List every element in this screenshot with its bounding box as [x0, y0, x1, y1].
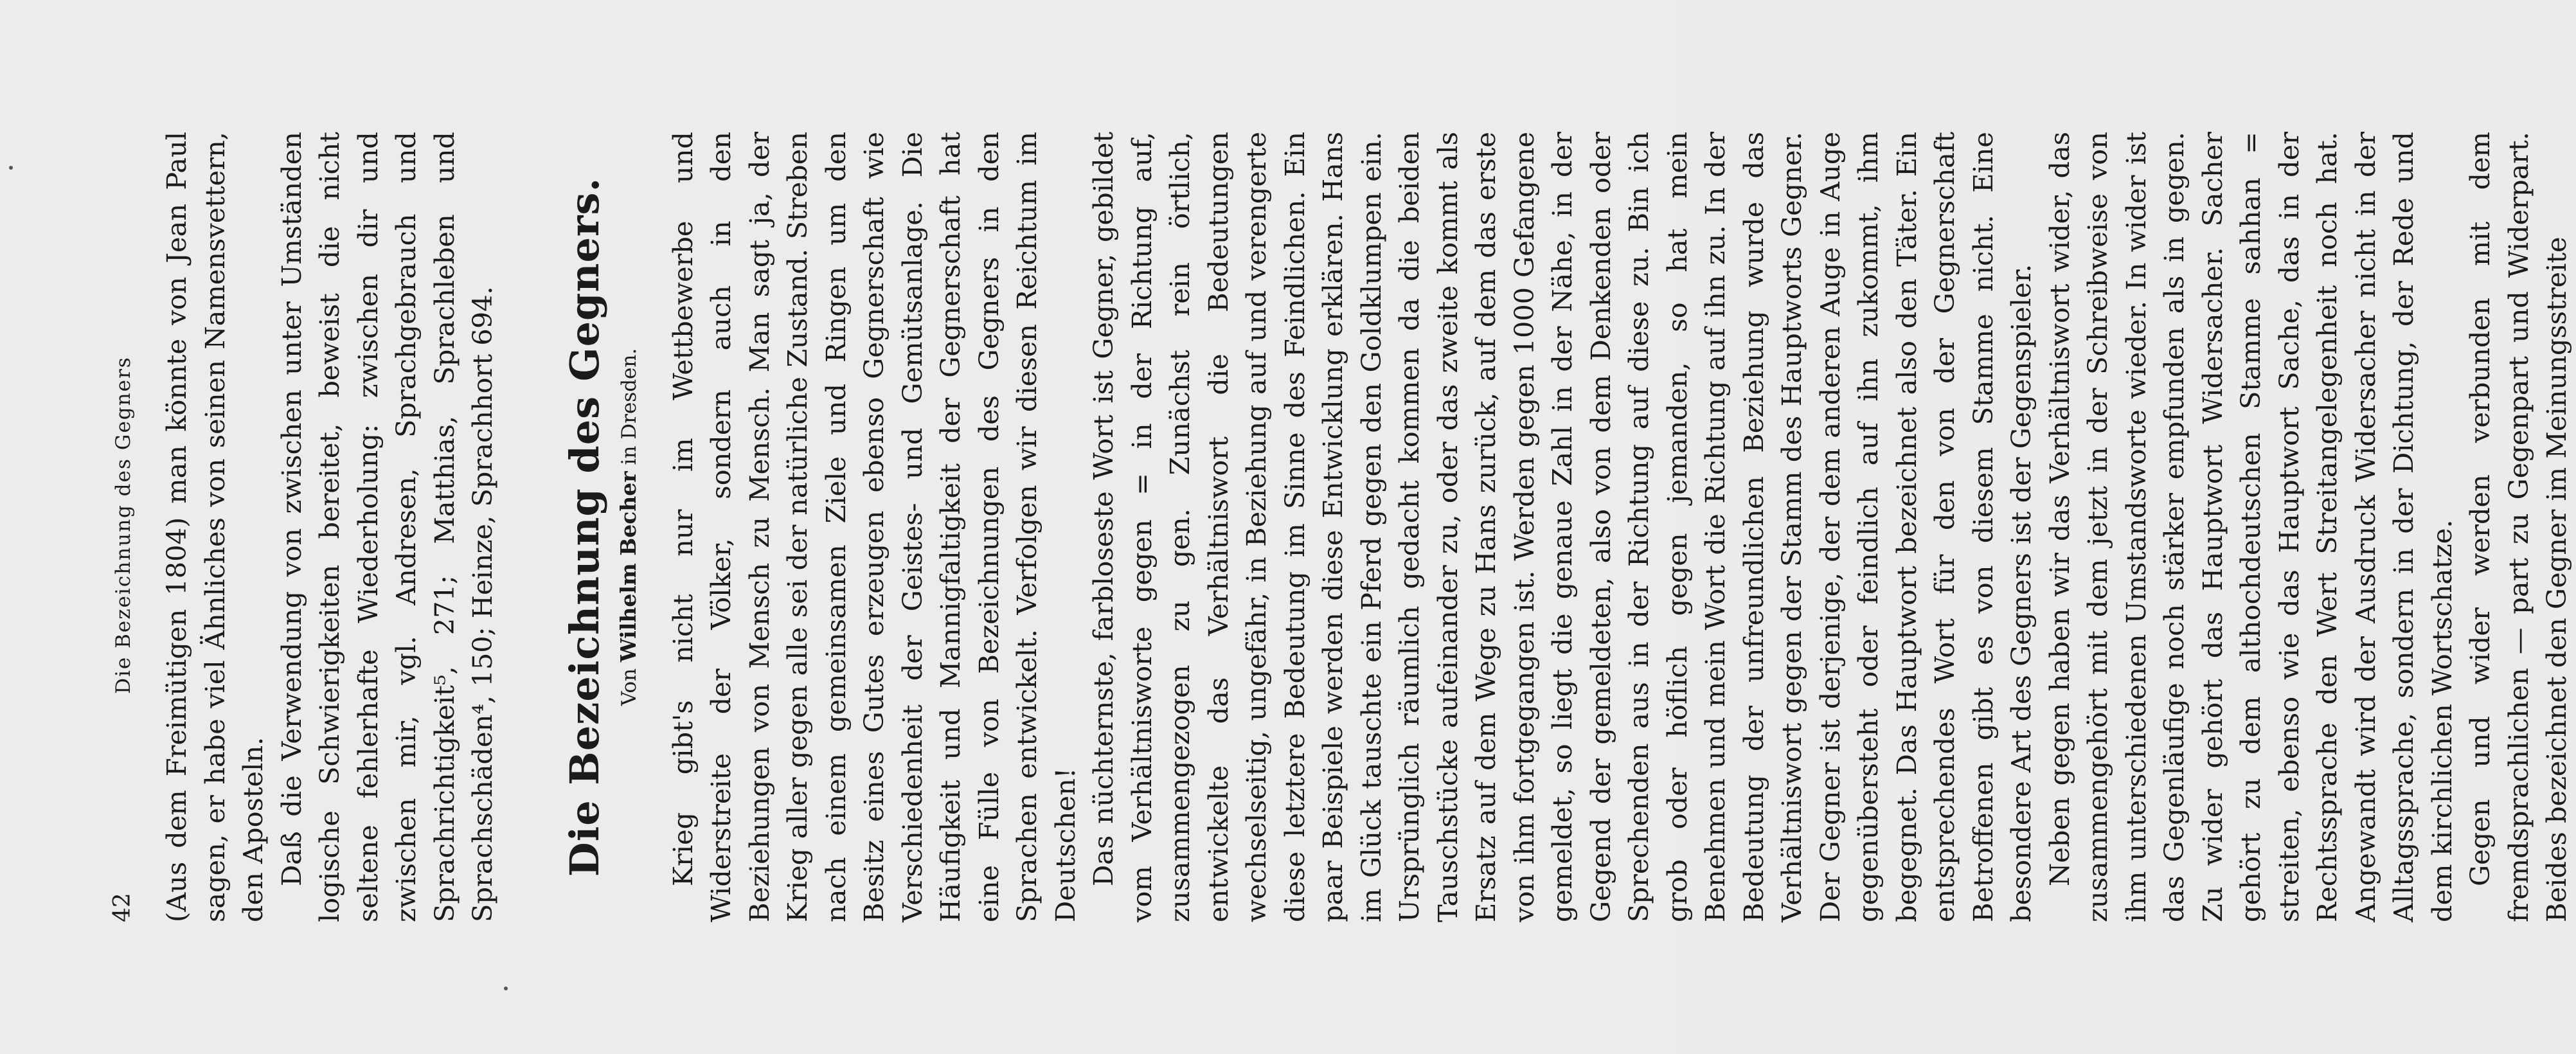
- author-name: Wilhelm Becher: [615, 471, 641, 663]
- article-paragraph-3: Neben gegen haben wir das Verhältniswort wider, das zusammengehört mit dem jetzt in der Schreibweise von ihm unterschiedenen Umstandsworte wieder. In wider ist das Gegenläufige noch stärker empfunden als in gegen. Zu wider gehört das Hauptwort Widersacher. Sacher gehört zu dem althochdeutschen Stamme sahhan = streiten, ebenso wie das Hauptwort Sache, das in der Rechtssprache den Wert Streitangelegenheit noch hat. Angewandt wird der Ausdruck Widersacher nicht in der Alltagssprache, sondern in der Dichtung, der Rede und dem kirchlichen Wortschatze.: [2043, 132, 2458, 922]
- article-title: Die Bezeichnung des Gegners.: [560, 177, 608, 877]
- running-title: Die Bezeichnung des Gegners: [112, 356, 135, 694]
- page-header: [109, 132, 136, 922]
- page-number: 42: [109, 893, 136, 922]
- article-paragraph-1: Krieg gibt's nicht nur im Wettbewerbe und Widerstreite der Völker, sondern auch in den Beziehungen von Mensch zu Mensch. Man sagt ja, der Krieg aller gegen alle sei der natürliche Zustand. Streben nach einem gemeinsamen Ziele und Ringen um den Besitz eines Gutes erzeugen ebenso Gegnerschaft wie Verschiedenheit der Geistes- und Gemütsanlage. Die Häufigkeit und Mannigfaltigkeit der Gegnerschaft hat eine Fülle von Bezeichnungen des Gegners in den Sprachen entwickelt. Verfolgen wir diesen Reichtum im Deutschen!: [666, 132, 1081, 922]
- article-byline: [616, 132, 641, 922]
- article-paragraph-2: Das nüchternste, farbloseste Wort ist Gegner, gebildet vom Verhältnisworte gegen = in der Richtung auf, zusammengezogen zu gen. Zunächst rein örtlich, entwickelte das Verhältniswort die Bedeutungen wechselseitig, ungefähr, in Beziehung auf und verengerte diese letztere Bedeutung im Sinne des Feindlichen. Ein paar Beispiele werden diese Entwicklung erklären. Hans im Glück tauschte ein Pferd gegen den Goldklumpen ein. Ursprünglich räumlich gedacht kommen da die beiden Tauschstücke aufeinander zu, oder das zweite kommt als Ersatz auf dem Wege zu Hans zurück, auf dem das erste von ihm fortgegangen ist. Werden gegen 1000 Gefangene gemeldet, so liegt die genaue Zahl in der Nähe, in der Gegend der gemeldeten, also von dem Denkenden oder Sprechenden aus in der Richtung auf diese zu. Bin ich grob oder höflich gegen jemanden, so hat mein Benehmen und mein Wort die Richtung auf ihn zu. In der Bedeutung der unfreundlichen Beziehung wurde das Verhältniswort gegen der Stamm des Hauptworts Gegner. Der Gegner ist derjenige, der dem anderen Auge in Auge gegenübersteht oder feindlich auf ihn zukommt, ihm begegnet. Das Hauptwort bezeichnet also den Täter. Ein entsprechendes Wort für den von der Gegnerschaft Betroffenen gibt es von diesem Stamme nicht. Eine besondere Art des Gegners ist der Gegenspieler.: [1087, 132, 2037, 922]
- scan-speck: [504, 987, 508, 990]
- intro-paragraph-2: Daß die Verwendung von zwischen unter Umständen logische Schwierigkeiten bereitet, beweist die nicht seltene fehlerhafte Wiederholung: zwischen dir und zwischen mir, vgl. Andresen, Sprachgebrauch und Sprachrichtigkeit⁵, 271; Matthias, Sprachleben und Sprachschäden⁴, 150; Heinze, Sprachhort 694.: [275, 132, 498, 922]
- byline-suffix: in Dresden.: [617, 348, 641, 465]
- article-paragraph-4: Gegen und wider werden verbunden mit dem fremdsprachlichen — part zu Gegenpart und Widerpart. Beides bezeichnet den Gegner im Meinungsstreite: [2464, 132, 2572, 922]
- scan-speck: [9, 166, 13, 170]
- byline-prefix: Von: [617, 668, 641, 706]
- intro-paragraph-1: (Aus dem Freimütigen 1804) man könnte von Jean Paul sagen, er habe viel Ähnliches von seinen Namensvettern, den Aposteln.: [161, 132, 269, 922]
